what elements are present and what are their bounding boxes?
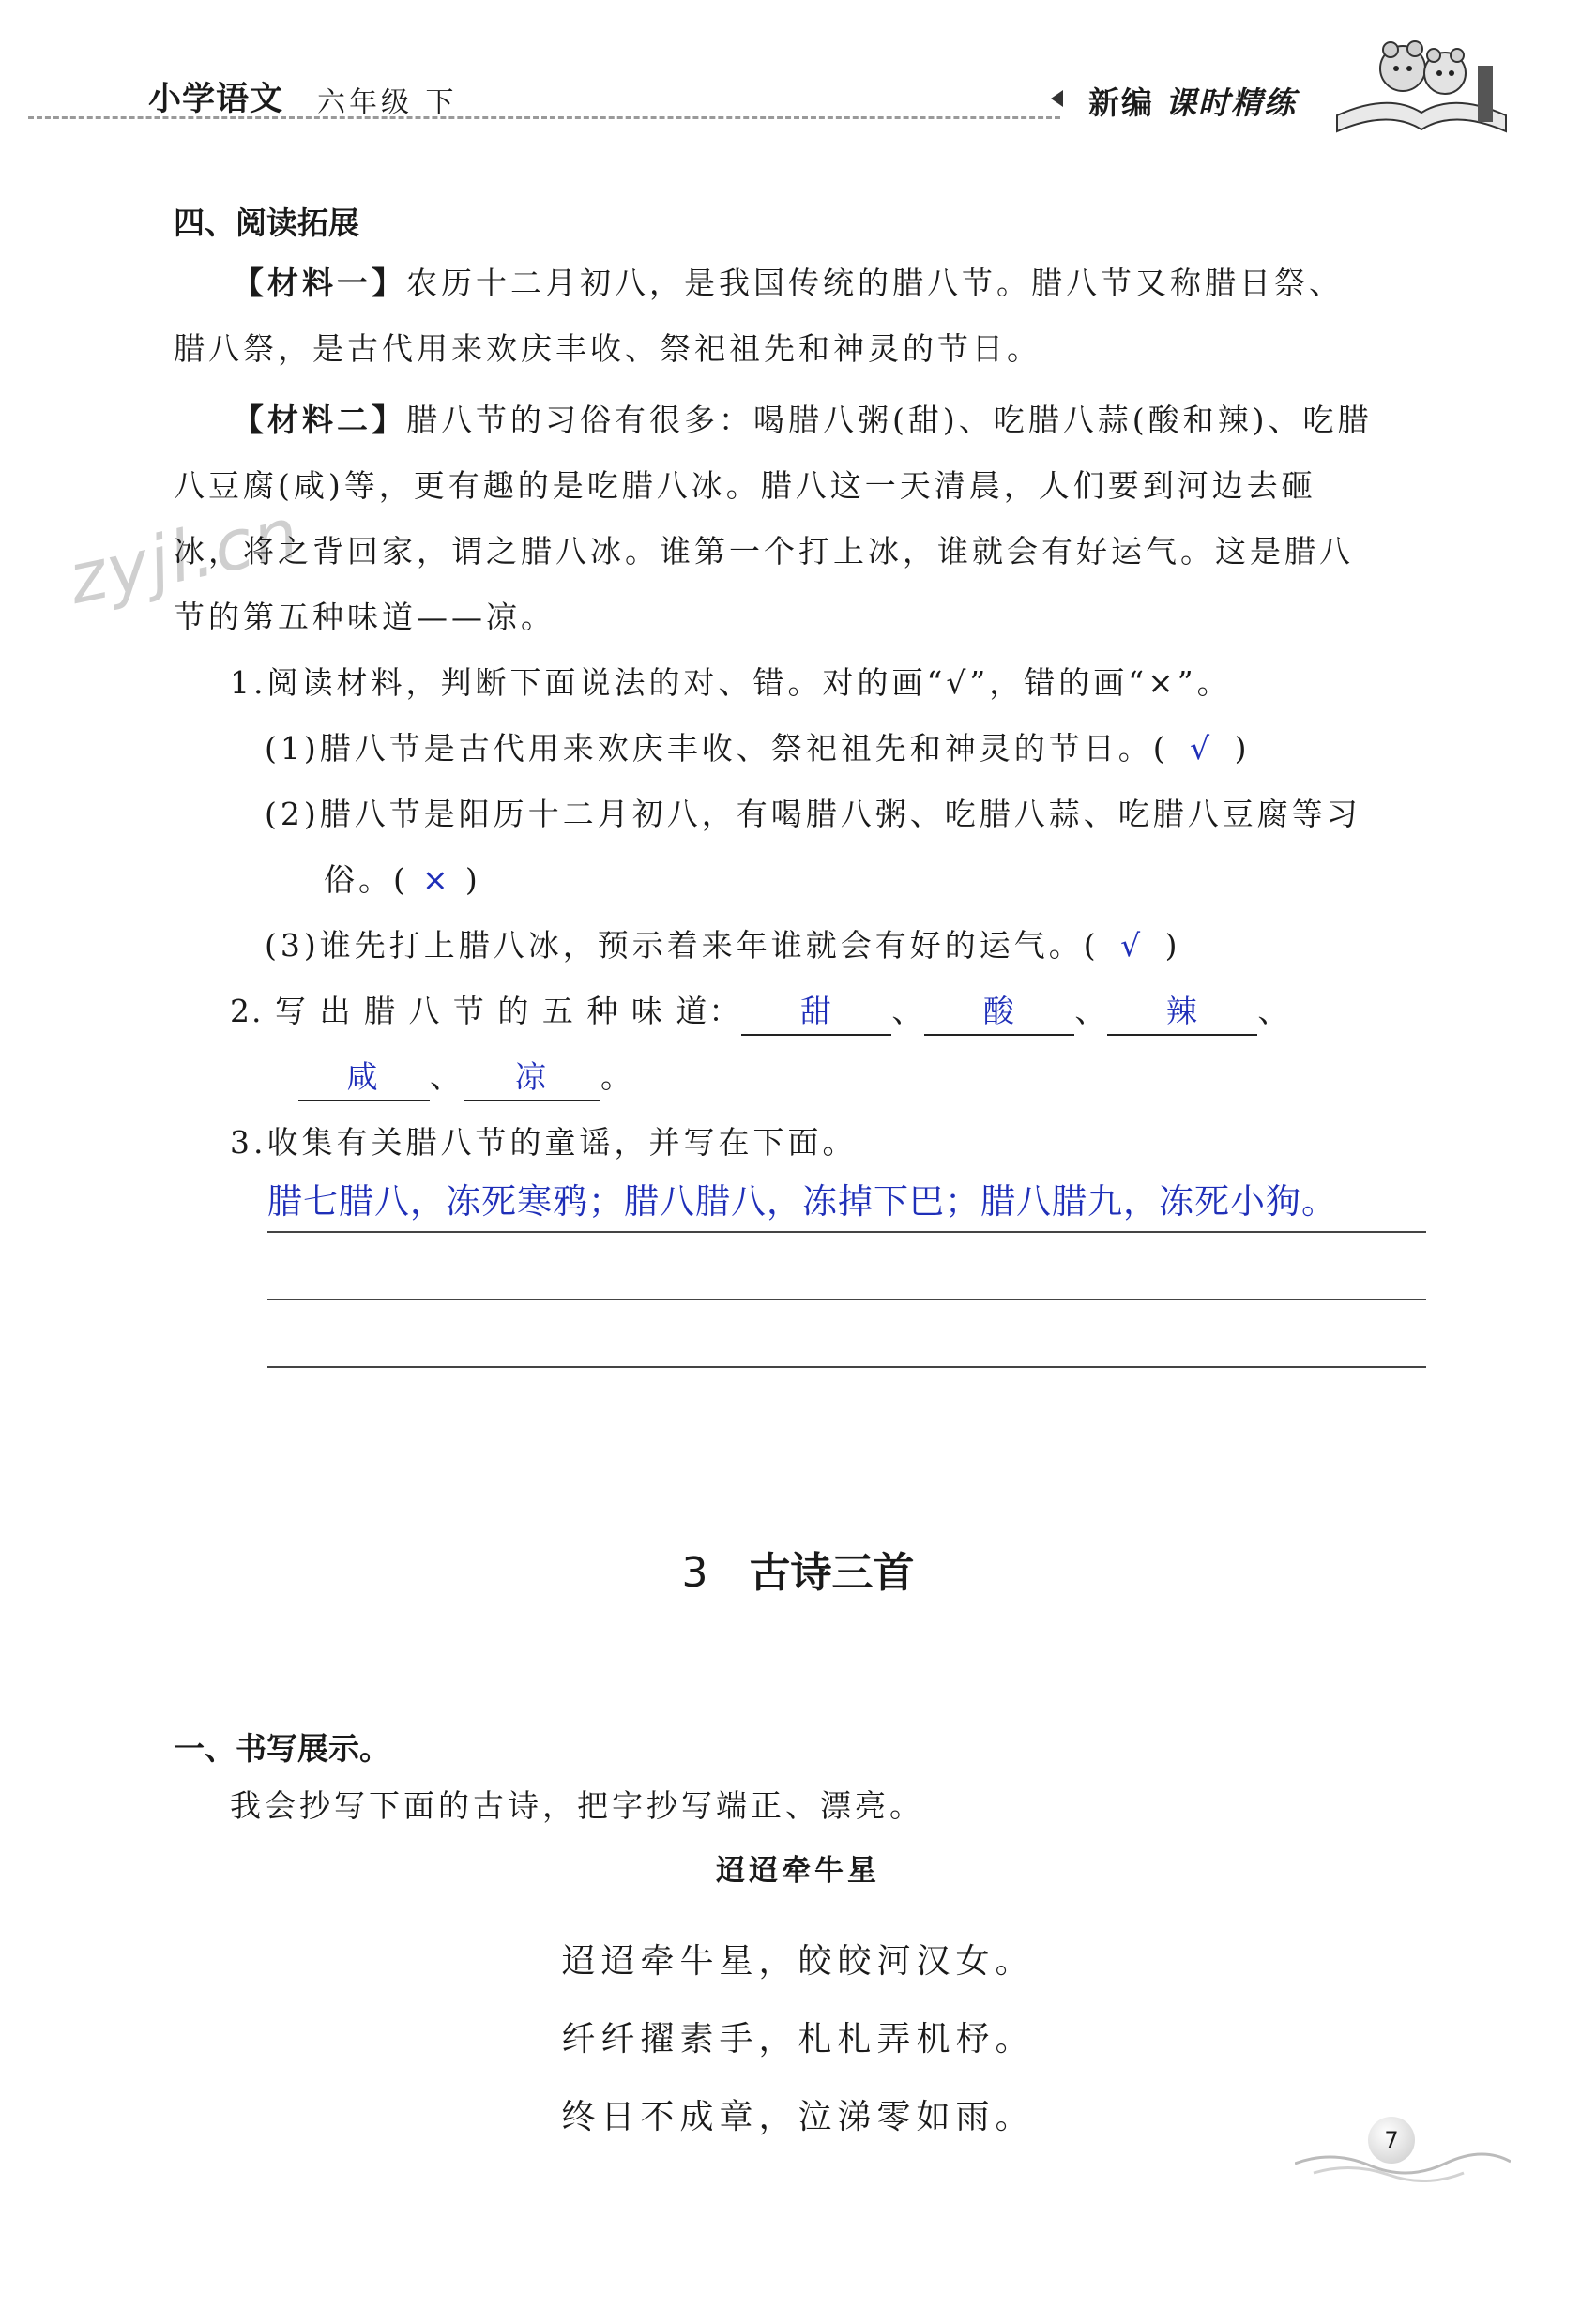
material2-line1 xyxy=(233,387,1373,453)
material1-line1 xyxy=(233,251,1344,316)
section-title-writing: 一、书写展示。 xyxy=(174,1730,390,1767)
question-1-1 xyxy=(265,716,1251,782)
header-subject: 小学语文 xyxy=(148,81,284,118)
close-paren: ) xyxy=(1164,927,1181,964)
separator: 、 xyxy=(891,993,925,1029)
question-2-label: 2. 写 出 腊 八 节 的 五 种 味 道： xyxy=(230,993,742,1029)
question-2 xyxy=(230,979,1290,1044)
poem-line-3: 终日不成章，泣涕零如雨。 xyxy=(561,2098,1035,2136)
answer-line-3[interactable] xyxy=(267,1366,1426,1368)
answer-line-2[interactable] xyxy=(267,1299,1426,1300)
question-3: 3.收集有关腊八节的童谣，并写在下面。 xyxy=(230,1124,858,1161)
question-2-cont xyxy=(298,1044,635,1110)
chapter-number: 3 xyxy=(681,1549,708,1597)
poem-line-1: 迢迢牵牛星，皎皎河汉女。 xyxy=(561,1942,1035,1981)
writing-instruction: 我会抄写下面的古诗，把字抄写端正、漂亮。 xyxy=(230,1787,924,1824)
close-paren: ) xyxy=(464,861,481,898)
series-title-b: 课时精练 xyxy=(1165,84,1297,121)
page-number: 7 xyxy=(1368,2117,1415,2164)
material1-text1: 农历十二月初八，是我国传统的腊八节。腊八节又称腊日祭、 xyxy=(406,265,1344,301)
answer-1-3: √ xyxy=(1120,927,1145,964)
triangle-marker-icon xyxy=(1051,90,1063,107)
header-grade: 六年级 下 xyxy=(317,86,458,119)
answer-2-a[interactable]: 甜 xyxy=(741,993,891,1036)
section-title-reading: 四、阅读拓展 xyxy=(174,205,359,241)
series-title-a: 新编 xyxy=(1088,84,1154,121)
material2-line2: 八豆腐(咸)等，更有趣的是吃腊八冰。腊八这一天清晨，人们要到河边去砸 xyxy=(174,467,1316,504)
question-1-1-text: (1)腊八节是古代用来欢庆丰收、祭祀祖先和神灵的节日。( xyxy=(265,730,1169,767)
question-1: 1.阅读材料，判断下面说法的对、错。对的画“√”，错的画“×”。 xyxy=(230,664,1232,701)
separator: 、 xyxy=(1074,993,1108,1029)
answer-1-2: × xyxy=(422,861,452,898)
series-title xyxy=(1088,77,1332,124)
answer-2-e[interactable]: 凉 xyxy=(464,1058,600,1101)
material1-tag: 【材料一】 xyxy=(233,265,406,301)
chapter-title: 古诗三首 xyxy=(749,1549,915,1597)
header-divider xyxy=(28,116,1060,119)
question-1-2a: (2)腊八节是阳历十二月初八，有喝腊八粥、吃腊八蒜、吃腊八豆腐等习 xyxy=(265,796,1361,832)
question-1-3-text: (3)谁先打上腊八冰，预示着来年谁就会有好的运气。( xyxy=(265,927,1100,964)
answer-line-1[interactable] xyxy=(267,1231,1426,1233)
material1-line2: 腊八祭，是古代用来欢庆丰收、祭祀祖先和神灵的节日。 xyxy=(174,330,1041,367)
material2-line3: 冰，将之背回家，谓之腊八冰。谁第一个打上冰，谁就会有好运气。这是腊八 xyxy=(174,533,1354,570)
poem-title: 迢迢牵牛星 xyxy=(716,1854,880,1888)
answer-2-c[interactable]: 辣 xyxy=(1107,993,1257,1036)
poem-line-2: 纤纤擢素手，札札弄机杼。 xyxy=(561,2020,1035,2058)
separator: 、 xyxy=(430,1058,464,1095)
answer-2-b[interactable]: 酸 xyxy=(924,993,1074,1036)
answer-2-d[interactable]: 咸 xyxy=(298,1058,430,1101)
material2-tag: 【材料二】 xyxy=(233,402,406,438)
watermark: zyjl.cn xyxy=(61,493,308,620)
material2-text1: 腊八节的习俗有很多：喝腊八粥(甜)、吃腊八蒜(酸和辣)、吃腊 xyxy=(406,402,1373,438)
header-edge-bar xyxy=(1478,66,1493,122)
close-paren: ) xyxy=(1234,730,1251,767)
question-1-3 xyxy=(265,913,1181,979)
separator: 、 xyxy=(1257,993,1291,1029)
answer-1-1: √ xyxy=(1190,730,1214,767)
chapter-heading xyxy=(0,1539,1596,1599)
end-mark: 。 xyxy=(600,1058,635,1095)
question-1-2b xyxy=(324,847,481,913)
question-1-2-text: 俗。( xyxy=(324,861,409,898)
answer-3: 腊七腊八，冻死寒鸦；腊八腊八，冻掉下巴；腊八腊九，冻死小狗。 xyxy=(267,1181,1337,1222)
material2-line4: 节的第五种味道——凉。 xyxy=(174,599,555,635)
